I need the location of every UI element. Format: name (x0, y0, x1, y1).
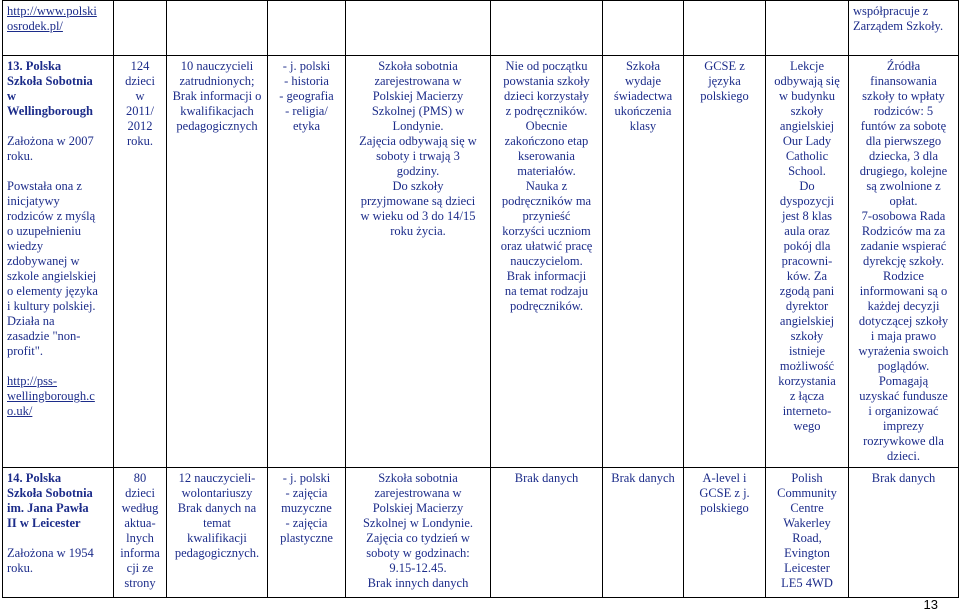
text-line: interneto- (782, 404, 832, 418)
text-line: dyspozycji (779, 194, 835, 208)
text-line: Londynie. (392, 119, 444, 133)
text-line: Źródła (886, 59, 921, 73)
text-line: Szkolnej (PMS) w (371, 104, 465, 118)
text-line: materiałów. (517, 164, 576, 178)
cell-top-empty (491, 1, 603, 56)
text-line: Brak innych danych (367, 576, 469, 590)
cell-14-funding (849, 468, 959, 598)
text-line: Szkoła Sobotnia (7, 486, 93, 500)
text-line: zasadzie "non- (7, 329, 81, 343)
school-14-name (7, 471, 109, 531)
cell-13-children (114, 56, 167, 468)
text-line: Założona w 1954 (7, 546, 94, 560)
cell-13-exams (684, 56, 766, 468)
text-line: współpracuje z (853, 4, 929, 18)
text-line: w budynku (779, 89, 835, 103)
text-line: pracowni- (781, 254, 833, 268)
text-line: Nauka z (525, 179, 568, 193)
text-line: A-level i (702, 471, 747, 485)
text-line: Powstała ona z (7, 179, 82, 193)
text-line: imprezy (883, 419, 924, 433)
text-line: GCSE z (704, 59, 745, 73)
cell-top-empty (268, 1, 346, 56)
text-line: wydaje (624, 74, 662, 88)
text-line: Do szkoły (392, 179, 444, 193)
cell-top-link[interactable] (3, 1, 114, 56)
text-line: w (135, 89, 145, 103)
text-line: 2012 (127, 119, 153, 133)
text-line: Brak danych (611, 471, 675, 485)
cell-14-certificates (603, 468, 684, 598)
text-line: według (121, 501, 159, 515)
cell-14-teachers (167, 468, 268, 598)
text-line: 7-osobowa Rada (861, 209, 946, 223)
text-line: informa (120, 546, 160, 560)
text-line: klasy (629, 119, 657, 133)
text-line: o uzupełnieniu (7, 224, 81, 238)
text-line: School. (788, 164, 826, 178)
text-line: Rodziców ma za (861, 224, 946, 238)
table-row-top (3, 1, 959, 56)
text-line: zdobywanej w (7, 254, 80, 268)
text-line: rodziców: 5 (873, 104, 934, 118)
text-line: Brak informacji o (172, 89, 262, 103)
text-line: pokój dla (783, 239, 831, 253)
text-line: http://pss- (7, 374, 58, 388)
text-line: Szkolnej w Londynie. (362, 516, 474, 530)
text-line: Polskiej Macierzy (372, 89, 464, 103)
text-line: 80 (133, 471, 147, 485)
text-line: dla pierwszego (865, 134, 942, 148)
text-line: świadectwa (613, 89, 673, 103)
text-line: szkoły (790, 104, 824, 118)
text-line: Leicester (784, 561, 830, 575)
text-line: z podręczników. (505, 104, 588, 118)
text-line: drugiego, kolejne (859, 164, 948, 178)
text-line: informowani są o (859, 284, 948, 298)
text-line: roku. (126, 134, 154, 148)
cell-14-children (114, 468, 167, 598)
text-line: profit". (7, 344, 43, 358)
text-line: odbywają się (774, 74, 840, 88)
text-line: wyrażenia swoich (858, 344, 949, 358)
cell-13-textbooks (491, 56, 603, 468)
text-line: kserowania (518, 149, 575, 163)
cell-13-funding (849, 56, 959, 468)
text-line: kwalifikacjach (180, 104, 254, 118)
text-line: rodziców z myślą (7, 209, 96, 223)
text-line: Do (799, 179, 815, 193)
text-line: są zwolnione z (866, 179, 941, 193)
text-line: Brak informacji (506, 269, 587, 283)
text-line: z łącza (789, 389, 825, 403)
text-line: na temat rodzaju (504, 284, 589, 298)
text-line: korzyści uczniom (502, 224, 591, 238)
text-line: zarejestrowana w (374, 486, 462, 500)
text-line: osrodek.pl/ (7, 19, 63, 33)
text-line: - geografia (279, 89, 334, 103)
text-line: polskiego (700, 89, 749, 103)
text-line: Centre (790, 501, 824, 515)
table-row-13 (3, 56, 959, 468)
text-line: aktua- (124, 516, 156, 530)
text-line: o elementy języka (7, 284, 98, 298)
cell-top-empty (603, 1, 684, 56)
cell-14-textbooks (491, 468, 603, 598)
text-line: plastyczne (280, 531, 333, 545)
text-line: Zajęcia odbywają się w (359, 134, 477, 148)
text-line: pedagogicznych. (174, 546, 260, 560)
text-line: uzyskać fundusze (859, 389, 948, 403)
text-line: Szkoła sobotnia (378, 59, 458, 73)
text-line: dzieci (125, 74, 155, 88)
text-line: o.uk/ (7, 404, 33, 418)
text-line: Brak danych (871, 471, 936, 485)
text-line: istnieje (788, 344, 826, 358)
text-line: korzystania (778, 374, 836, 388)
text-line: ukończenia (614, 104, 672, 118)
text-line: muzyczne (281, 501, 332, 515)
text-line: Polish (791, 471, 823, 485)
cell-14-exams (684, 468, 766, 598)
text-line: i maja prawo (870, 329, 937, 343)
text-line: jest 8 klas (782, 209, 832, 223)
text-line: szkoły (790, 329, 824, 343)
cell-13-premises (766, 56, 849, 468)
text-line: oraz ułatwić pracę (500, 239, 593, 253)
text-line: strony (124, 576, 156, 590)
text-line: Wellingborough (7, 104, 93, 118)
text-line: - zajęcia (285, 486, 328, 500)
text-line: Community (777, 486, 837, 500)
text-line: ków. Za (786, 269, 828, 283)
text-line: dzieci. (887, 449, 920, 463)
text-line: 124 (130, 59, 150, 73)
text-line: II w Leicester (7, 516, 81, 530)
school-13-founded (7, 134, 109, 164)
table-row-14 (3, 468, 959, 598)
cell-13-subjects (268, 56, 346, 468)
text-line: wellingborough.c (7, 389, 95, 403)
text-line: zakończono etap (504, 134, 589, 148)
text-line: w wieku od 3 do 14/15 (360, 209, 476, 223)
text-line: temat (203, 516, 231, 530)
cell-14-premises (766, 468, 849, 598)
text-line: podręczników. (509, 299, 584, 313)
text-line: dotyczącej szkoły (858, 314, 949, 328)
text-line: Szkoła sobotnia (378, 471, 458, 485)
cell-school-14 (3, 468, 114, 598)
text-line: szkole angielskiej (7, 269, 97, 283)
text-line: Brak danych na (177, 501, 257, 515)
text-line: polskiego (700, 501, 749, 515)
schools-table (2, 0, 959, 598)
text-line: zarejestrowana w (374, 74, 462, 88)
text-line: Pomagają (878, 374, 929, 388)
text-line: Our Lady (782, 134, 832, 148)
text-line: etyka (292, 119, 321, 133)
text-line: w (7, 89, 17, 103)
cell-top-empty (114, 1, 167, 56)
text-line: dyrektor (785, 299, 829, 313)
text-line: godziny. (396, 164, 440, 178)
text-line: im. Jana Pawła (7, 501, 89, 515)
page-number: 13 (923, 597, 938, 612)
text-line: 2011/ (125, 104, 154, 118)
text-line: - j. polski (282, 471, 331, 485)
text-line: - historia (284, 74, 329, 88)
text-line: rozrywkowe dla (863, 434, 944, 448)
text-line: angielskiej (779, 119, 835, 133)
text-line: nauczycielom. (510, 254, 583, 268)
text-line: Szkoła Sobotnia (7, 74, 93, 88)
text-line: Nie od początku (505, 59, 588, 73)
text-line: dzieci korzystały (503, 89, 590, 103)
text-line: cji ze (126, 561, 154, 575)
cell-top-empty (684, 1, 766, 56)
text-line: możliwość (779, 359, 835, 373)
text-line: Evington (784, 546, 830, 560)
text-line: 14. Polska (7, 471, 62, 485)
text-line: inicjatywy (7, 194, 60, 208)
text-line: poglądów. (877, 359, 930, 373)
text-line: Założona w 2007 (7, 134, 94, 148)
text-line: Wakerley (783, 516, 831, 530)
text-line: soboty i trwają 3 (376, 149, 460, 163)
text-line: roku życia. (390, 224, 446, 238)
text-line: zadanie wspierać (860, 239, 947, 253)
text-line: 13. Polska (7, 59, 62, 73)
cell-top-empty (346, 1, 491, 56)
text-line: roku. (7, 149, 34, 163)
text-line: Rodzice (883, 269, 924, 283)
text-line: dzieci (125, 486, 155, 500)
text-line: finansowania (870, 74, 937, 88)
text-line: funtów za sobotę (860, 119, 947, 133)
text-line: każdej decyzji (867, 299, 940, 313)
school-14-founded (7, 546, 109, 576)
text-line: soboty w godzinach: (366, 546, 470, 560)
text-line: przynieść (522, 209, 571, 223)
text-line: angielskiej (779, 314, 835, 328)
cell-top-empty (766, 1, 849, 56)
text-line: - religia/ (285, 104, 328, 118)
text-line: http://www.polski (7, 4, 97, 18)
text-line: dziecka, 3 dla (868, 149, 939, 163)
text-line: Szkoła (625, 59, 661, 73)
school-13-name (7, 59, 109, 119)
cell-top-cooperation (849, 1, 959, 56)
text-line: Lekcje (789, 59, 824, 73)
text-line: Zajęcia co tydzień w (366, 531, 470, 545)
text-line: Polskiej Macierzy (372, 501, 464, 515)
cell-13-organization (346, 56, 491, 468)
text-line: 9.15-12.45. (389, 561, 447, 575)
text-line: opłat. (889, 194, 918, 208)
text-line: przyjmowane są dzieci (360, 194, 476, 208)
text-line: i organizować (868, 404, 939, 418)
text-line: zgodą pani (779, 284, 835, 298)
website-link-polski-osrodek[interactable] (7, 4, 109, 34)
text-line: lnych (126, 531, 154, 545)
text-line: zatrudnionych; (179, 74, 255, 88)
text-line: języka (708, 74, 741, 88)
text-line: szkoły to wpłaty (862, 89, 945, 103)
text-line: wolontariuszy (181, 486, 253, 500)
text-line: Road, (792, 531, 822, 545)
cell-school-13 (3, 56, 114, 468)
text-line: wego (793, 419, 821, 433)
text-line: - zajęcia (285, 516, 328, 530)
cell-13-teachers (167, 56, 268, 468)
text-line: kwalifikacji (187, 531, 247, 545)
school-13-website-link[interactable] (7, 374, 109, 419)
text-line: i kultury polskiej. (7, 299, 96, 313)
text-line: aula oraz (784, 224, 830, 238)
text-line: Obecnie (525, 119, 568, 133)
text-line: - j. polski (282, 59, 331, 73)
text-line: dyrekcję szkoły. (862, 254, 945, 268)
text-line: podręczników ma (501, 194, 592, 208)
text-line: Działa na (7, 314, 55, 328)
text-line: wiedzy (7, 239, 44, 253)
cell-14-subjects (268, 468, 346, 598)
text-line: GCSE z j. (699, 486, 750, 500)
text-line: 12 nauczycieli- (178, 471, 256, 485)
text-line: powstania szkoły (503, 74, 590, 88)
cell-top-empty (167, 1, 268, 56)
text-line: 10 nauczycieli (180, 59, 254, 73)
cell-13-certificates (603, 56, 684, 468)
text-line: roku. (7, 561, 34, 575)
text-line: Zarządem Szkoły. (853, 19, 944, 33)
text-line: pedagogicznych (176, 119, 258, 133)
text-line: Brak danych (514, 471, 579, 485)
school-13-description (7, 179, 109, 359)
text-line: Catholic (785, 149, 829, 163)
text-line: LE5 4WD (781, 576, 833, 590)
cell-14-organization (346, 468, 491, 598)
